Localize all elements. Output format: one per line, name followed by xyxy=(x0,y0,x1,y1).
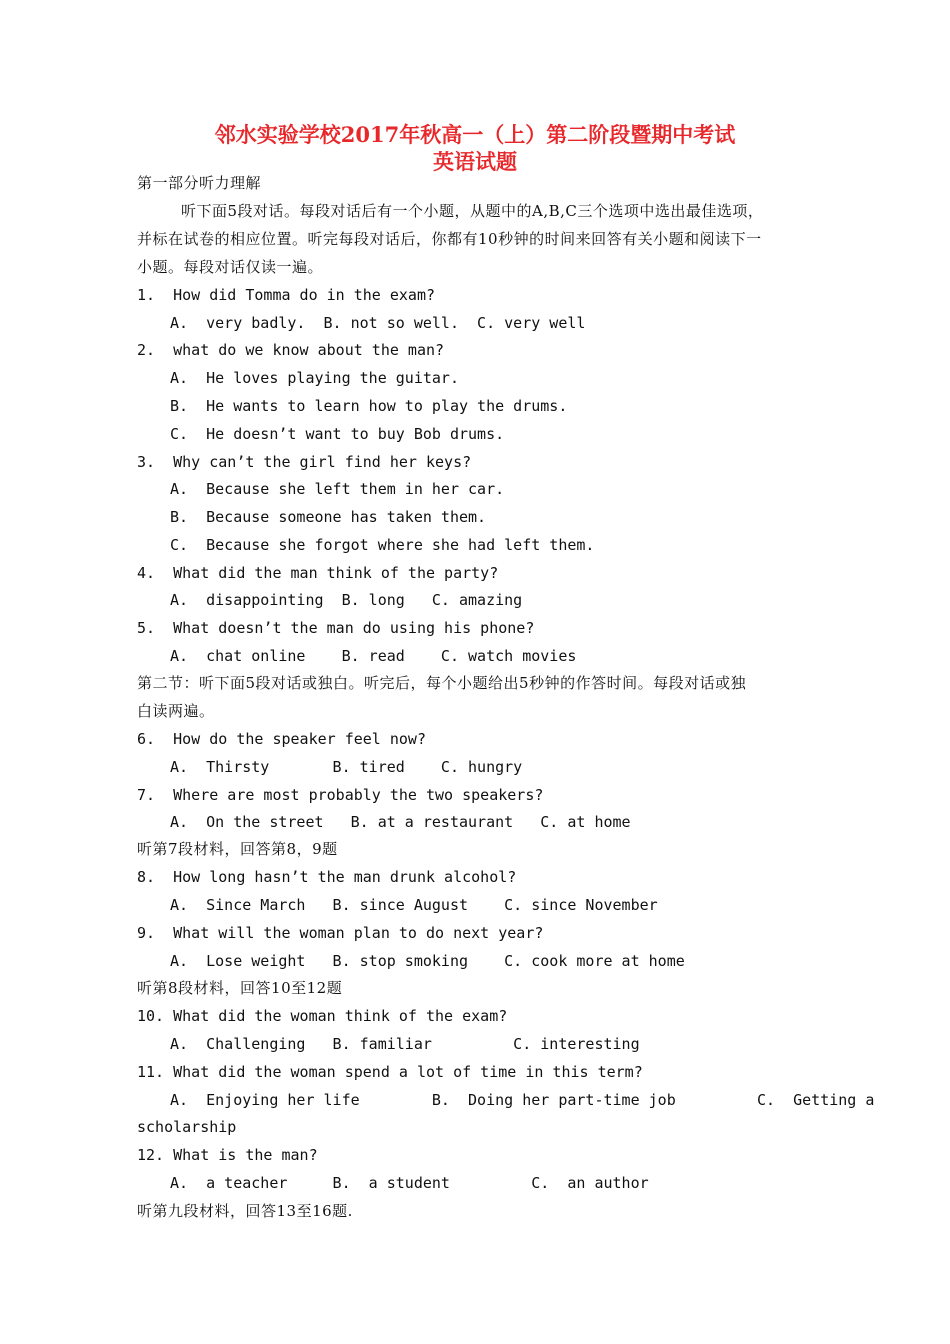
question-12: 12. What is the man? xyxy=(137,1146,318,1164)
options: A. On the street B. at a restaurant C. at home xyxy=(170,813,631,831)
options: A. a teacher B. a student C. an author xyxy=(170,1174,649,1192)
section-heading: 第一部分听力理解 xyxy=(137,174,262,192)
options: A. Enjoying her life B. Doing her part-time job C. Getting a xyxy=(170,1091,875,1109)
option: C. He doesn’t want to buy Bob drums. xyxy=(170,425,505,443)
options: A. disappointing B. long C. amazing xyxy=(170,591,523,609)
options: A. chat online B. read C. watch movies xyxy=(170,647,577,665)
instruction-line: 小题。每段对话仅读一遍。 xyxy=(137,258,324,276)
options: A. very badly. B. not so well. C. very well xyxy=(170,314,586,332)
options: A. Challenging B. familiar C. interesting xyxy=(170,1035,640,1053)
option: C. Because she forgot where she had left them. xyxy=(170,536,595,554)
question-5: 5. What doesn’t the man do using his phone? xyxy=(137,619,535,637)
instruction-line: 听下面5段对话。每段对话后有一个小题，从题中的A,B,C三个选项中选出最佳选项， xyxy=(181,202,764,220)
question-1: 1. How did Tomma do in the exam? xyxy=(137,286,436,304)
question-8: 8. How long hasn’t the man drunk alcohol? xyxy=(137,868,517,886)
question-4: 4. What did the man think of the party? xyxy=(137,564,499,582)
question-2: 2. what do we know about the man? xyxy=(137,341,445,359)
question-3: 3. Why can’t the girl find her keys? xyxy=(137,453,472,471)
question-9: 9. What will the woman plan to do next year? xyxy=(137,924,544,942)
question-7: 7. Where are most probably the two speakers? xyxy=(137,786,544,804)
option: B. Because someone has taken them. xyxy=(170,508,487,526)
material-note: 听第8段材料，回答10至12题 xyxy=(137,979,343,997)
question-6: 6. How do the speaker feel now? xyxy=(137,730,426,748)
question-10: 10. What did the woman think of the exam? xyxy=(137,1007,508,1025)
instruction-line: 白读两遍。 xyxy=(137,702,215,720)
options-continued: scholarship xyxy=(137,1118,237,1136)
option: A. Because she left them in her car. xyxy=(170,480,505,498)
option: B. He wants to learn how to play the drums. xyxy=(170,397,568,415)
material-note: 听第7段材料，回答第8，9题 xyxy=(137,840,338,858)
material-note: 听第九段材料，回答13至16题. xyxy=(137,1202,353,1220)
instruction-line: 并标在试卷的相应位置。听完每段对话后，你都有10秒钟的时间来回答有关小题和阅读下一 xyxy=(137,230,762,248)
option: A. He loves playing the guitar. xyxy=(170,369,459,387)
exam-subtitle: 英语试题 xyxy=(433,149,517,174)
section-heading: 第二节：听下面5段对话或独白。听完后，每个小题给出5秒钟的作答时间。每段对话或独 xyxy=(137,674,747,692)
exam-title: 邻水实验学校2017年秋高一（上）第二阶段暨期中考试 xyxy=(214,122,736,147)
options: A. Lose weight B. stop smoking C. cook more at home xyxy=(170,952,685,970)
options: A. Thirsty B. tired C. hungry xyxy=(170,758,523,776)
options: A. Since March B. since August C. since November xyxy=(170,896,658,914)
question-11: 11. What did the woman spend a lot of time in this term? xyxy=(137,1063,643,1081)
